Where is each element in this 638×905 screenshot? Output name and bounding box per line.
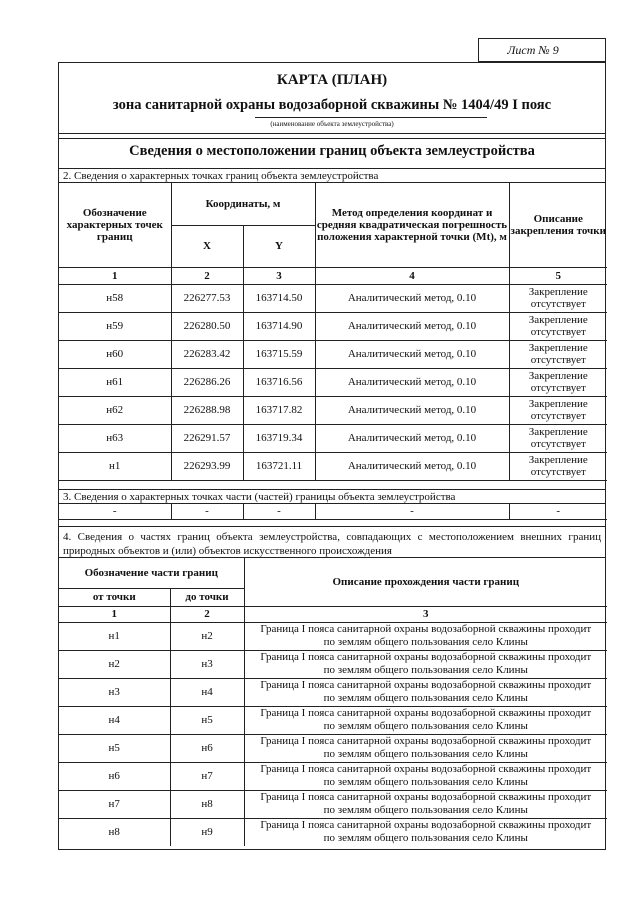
method: Аналитический метод, 0.10: [315, 396, 509, 424]
boundary-parts-table: [59, 558, 607, 846]
table-row: [59, 396, 607, 424]
sheet-number: Лист № 9: [507, 43, 559, 57]
coord-y: 163716.56: [243, 368, 315, 396]
point-id: н60: [59, 340, 171, 368]
from-point: н8: [59, 818, 170, 846]
coord-x: 226288.98: [171, 396, 243, 424]
part-description: [244, 622, 607, 650]
from-point: н4: [59, 706, 170, 734]
description-line: Граница I пояса санитарной охраны водозаборной скважины проходит: [260, 707, 592, 719]
description-line: Граница I пояса санитарной охраны водозаборной скважины проходит: [260, 735, 592, 747]
description-line: по землям общего пользования село Клины: [323, 720, 528, 732]
from-point: н5: [59, 734, 170, 762]
document-subtitle: зона санитарной охраны водозаборной скважины № 1404/49 I пояс: [112, 97, 552, 113]
header-to: до точки: [170, 588, 244, 606]
col-number: 3: [243, 267, 315, 284]
header-y: Y: [243, 225, 315, 267]
description-line: по землям общего пользования село Клины: [323, 776, 528, 788]
to-point: н2: [170, 622, 244, 650]
header-from: от точки: [59, 588, 170, 606]
from-point: н1: [59, 622, 170, 650]
method: Аналитический метод, 0.10: [315, 284, 509, 312]
description-line: по землям общего пользования село Клины: [323, 664, 528, 676]
empty-cell: -: [243, 504, 315, 520]
part-description: [244, 734, 607, 762]
description-line: Граница I пояса санитарной охраны водозаборной скважины проходит: [260, 819, 592, 831]
to-point: н6: [170, 734, 244, 762]
fixation: Закрепление отсутствует: [509, 452, 607, 480]
coord-x: 226283.42: [171, 340, 243, 368]
table-row: [59, 452, 607, 480]
header-coords: Координаты, м: [171, 183, 315, 225]
section2-note: 2. Сведения о характерных точках границ объекта землеустройства: [59, 169, 605, 183]
section3-note: 3. Сведения о характерных точках части (частей) границы объекта землеустройства: [59, 489, 605, 504]
description-line: Граница I пояса санитарной охраны водозаборной скважины проходит: [260, 679, 592, 691]
header-part-description: Описание прохождения части границ: [244, 558, 607, 606]
empty-cell: -: [509, 504, 607, 520]
document-frame: [58, 62, 606, 850]
col-number: 1: [59, 267, 171, 284]
coord-y: 163715.59: [243, 340, 315, 368]
coord-y: 163717.82: [243, 396, 315, 424]
header-method: Метод определения координат и средняя квадратическая погрешность положения характерной точки (Mt), м: [315, 183, 509, 267]
from-point: н6: [59, 762, 170, 790]
table-row: [59, 818, 607, 846]
point-id: н61: [59, 368, 171, 396]
coord-x: 226291.57: [171, 424, 243, 452]
section4-note: 4. Сведения о частях границ объекта землеустройства, совпадающих с местоположением внешних границ природных объектов и (или) объектов искусственного происхождения: [59, 526, 605, 558]
method: Аналитический метод, 0.10: [315, 340, 509, 368]
coord-x: 226286.26: [171, 368, 243, 396]
fixation: Закрепление отсутствует: [509, 340, 607, 368]
description-line: Граница I пояса санитарной охраны водозаборной скважины проходит: [260, 651, 592, 663]
table-row: [59, 734, 607, 762]
table-row: [59, 706, 607, 734]
to-point: н3: [170, 650, 244, 678]
col-number: 3: [244, 606, 607, 622]
empty-cell: -: [171, 504, 243, 520]
part-description: [244, 762, 607, 790]
part-description: [244, 650, 607, 678]
description-line: Граница I пояса санитарной охраны водозаборной скважины проходит: [260, 763, 592, 775]
fixation: Закрепление отсутствует: [509, 284, 607, 312]
table-row: [59, 312, 607, 340]
table-row: [59, 762, 607, 790]
part-points-table: [59, 504, 607, 521]
point-id: н63: [59, 424, 171, 452]
part-description: [244, 818, 607, 846]
to-point: н5: [170, 706, 244, 734]
table-row: [59, 368, 607, 396]
header-x: X: [171, 225, 243, 267]
header-description: Описание закрепления точки: [509, 183, 607, 267]
table-row: [59, 650, 607, 678]
empty-cell: -: [315, 504, 509, 520]
table-row: [59, 340, 607, 368]
coord-y: 163721.11: [243, 452, 315, 480]
method: Аналитический метод, 0.10: [315, 368, 509, 396]
from-point: н7: [59, 790, 170, 818]
header-part: Обозначение части границ: [59, 558, 244, 588]
document-title: КАРТА (ПЛАН): [276, 72, 388, 88]
part-description: [244, 790, 607, 818]
from-point: н3: [59, 678, 170, 706]
table-row: [59, 678, 607, 706]
method: Аналитический метод, 0.10: [315, 424, 509, 452]
header-point: Обозначение характерных точек границ: [59, 183, 171, 267]
title-block: [59, 63, 605, 134]
point-id: н1: [59, 452, 171, 480]
to-point: н8: [170, 790, 244, 818]
col-number: 2: [171, 267, 243, 284]
method: Аналитический метод, 0.10: [315, 452, 509, 480]
col-number: 1: [59, 606, 170, 622]
to-point: н4: [170, 678, 244, 706]
to-point: н7: [170, 762, 244, 790]
table-row: [59, 424, 607, 452]
coord-y: 163719.34: [243, 424, 315, 452]
description-line: по землям общего пользования село Клины: [323, 748, 528, 760]
empty-cell: -: [59, 504, 171, 520]
description-line: по землям общего пользования село Клины: [323, 692, 528, 704]
sheet-number-box: [478, 38, 606, 62]
point-id: н59: [59, 312, 171, 340]
from-point: н2: [59, 650, 170, 678]
description-line: по землям общего пользования село Клины: [323, 832, 528, 844]
table-row: [59, 622, 607, 650]
col-number: 4: [315, 267, 509, 284]
col-number: 5: [509, 267, 607, 284]
points-table: [59, 183, 607, 481]
method: Аналитический метод, 0.10: [315, 312, 509, 340]
section-header: Сведения о местоположении границ объекта землеустройства: [59, 134, 605, 169]
fixation: Закрепление отсутствует: [509, 396, 607, 424]
table-row: [59, 504, 607, 520]
fixation: Закрепление отсутствует: [509, 368, 607, 396]
coord-y: 163714.50: [243, 284, 315, 312]
description-line: Граница I пояса санитарной охраны водозаборной скважины проходит: [260, 623, 592, 635]
to-point: н9: [170, 818, 244, 846]
point-id: н62: [59, 396, 171, 424]
coord-y: 163714.90: [243, 312, 315, 340]
subtitle-caption: (наименование объекта землеустройства): [270, 120, 394, 128]
col-number: 2: [170, 606, 244, 622]
coord-x: 226277.53: [171, 284, 243, 312]
description-line: Граница I пояса санитарной охраны водозаборной скважины проходит: [260, 791, 592, 803]
table-row: [59, 790, 607, 818]
table-row: [59, 284, 607, 312]
coord-x: 226280.50: [171, 312, 243, 340]
part-description: [244, 706, 607, 734]
part-description: [244, 678, 607, 706]
fixation: Закрепление отсутствует: [509, 424, 607, 452]
caption-underline: [255, 117, 487, 118]
fixation: Закрепление отсутствует: [509, 312, 607, 340]
description-line: по землям общего пользования село Клины: [323, 804, 528, 816]
point-id: н58: [59, 284, 171, 312]
coord-x: 226293.99: [171, 452, 243, 480]
description-line: по землям общего пользования село Клины: [323, 636, 528, 648]
